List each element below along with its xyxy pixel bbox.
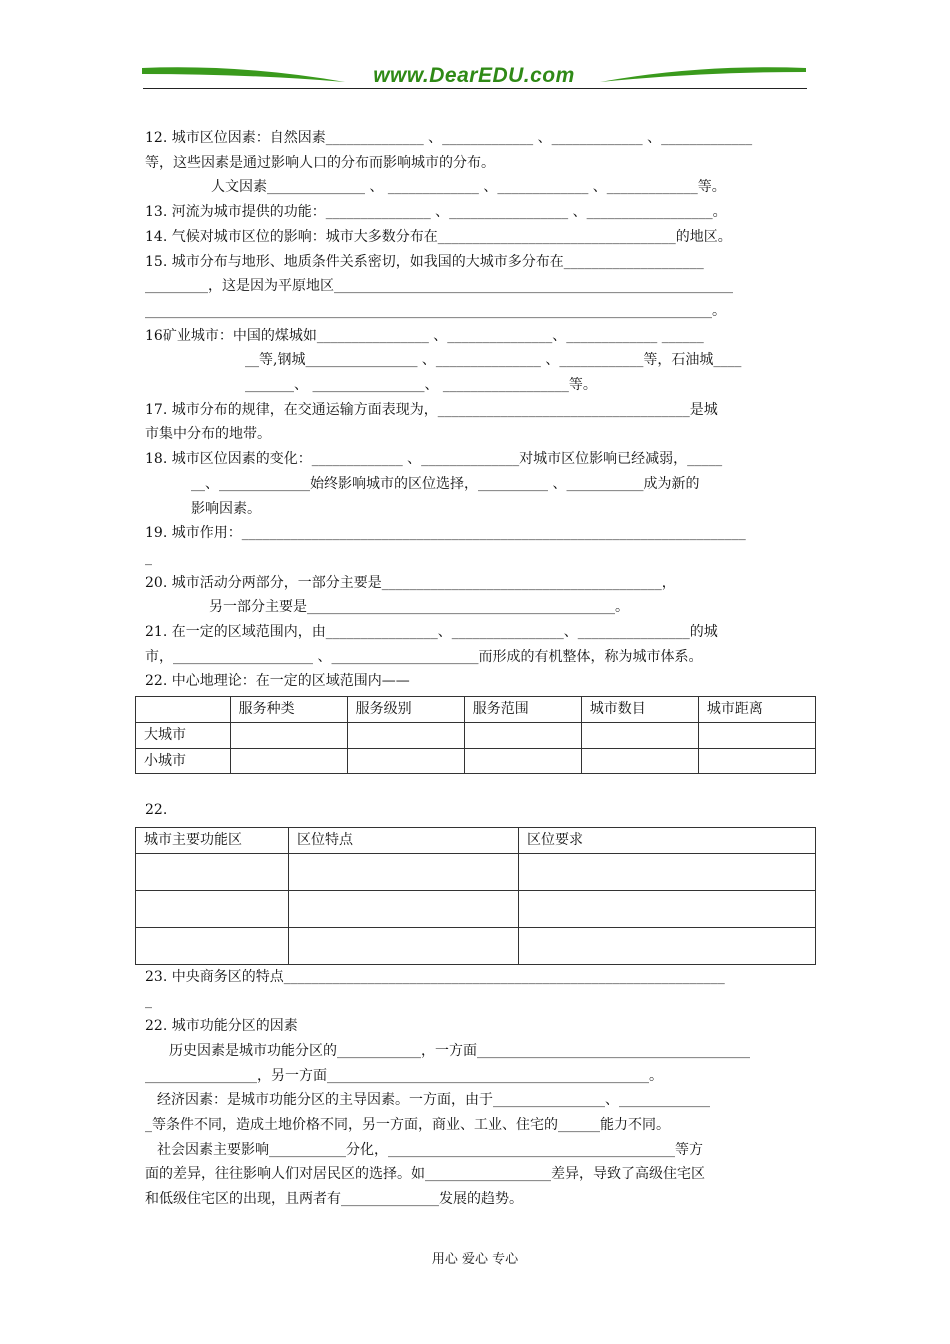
history-line-1: 历史因素是城市功能分区的____________，一方面_______________________________________ [169, 1042, 750, 1059]
table-cell[interactable] [347, 722, 464, 748]
table-cell[interactable] [230, 748, 347, 774]
table-cell[interactable] [136, 890, 289, 927]
central-place-table [135, 696, 816, 774]
table-cell[interactable] [136, 853, 289, 890]
table-row [136, 722, 816, 748]
economy-line-1: 经济因素：是城市功能分区的主导因素。一方面，由于________________、_____________ [157, 1092, 710, 1109]
table-cell[interactable] [519, 853, 816, 890]
q19-line-2: _ [145, 549, 152, 566]
table-row [136, 927, 816, 964]
q22-title: 22. 中心地理论：在一定的区域范围内—— [145, 673, 410, 690]
society-line-2: 面的差异，往往影响人们对居民区的选择。如__________________差异，导致了高级住宅区 [145, 1166, 705, 1183]
q18-line-3: 影响因素。 [191, 500, 261, 517]
table-cell[interactable] [519, 927, 816, 964]
q16-line-3: _______、 ________________、 __________________等。 [245, 377, 597, 394]
table-header-cell: 区位特点 [289, 827, 519, 853]
history-line-2: ________________，另一方面______________________________________________。 [145, 1067, 663, 1084]
table-cell[interactable] [289, 853, 519, 890]
society-line-1: 社会因素主要影响___________分化，_________________________________________等方 [157, 1141, 703, 1158]
q12-line-1: 12. 城市区位因素：自然因素______________ 、_____________ 、_____________ 、_____________ [145, 130, 753, 146]
table-header-cell: 服务级别 [347, 697, 464, 723]
table-header-cell: 服务种类 [230, 697, 347, 723]
worksheet-content [145, 126, 808, 1212]
table-header-cell: 区位要求 [519, 827, 816, 853]
q15-line-1: 15. 城市分布与地形、地质条件关系密切，如我国的大城市多分布在____________________ [145, 253, 704, 270]
society-line-3: 和低级住宅区的出现，且两者有______________发展的趋势。 [145, 1191, 523, 1208]
table-cell[interactable] [347, 748, 464, 774]
q16-line-2: __等,钢城________________ 、_______________ 、____________等，石油城____ [245, 352, 742, 369]
q21-line-1: 21. 在一定的区域范围内，由________________、________________、________________的城 [145, 624, 718, 641]
table-cell[interactable] [289, 890, 519, 927]
table-header-cell: 城市数目 [581, 697, 698, 723]
table-row [136, 890, 816, 927]
q20-line-1: 20. 城市活动分两部分，一部分主要是________________________________________， [145, 574, 676, 591]
q13-line: 13. 河流为城市提供的功能：_______________ 、_________________ 、__________________。 [145, 204, 727, 221]
q24-title: 22. 城市功能分区的因素 [145, 1018, 298, 1035]
economy-line-2: _等条件不同，造成土地价格不同，另一方面，商业、工业、住宅的______能力不同。 [145, 1116, 670, 1133]
table-cell[interactable] [698, 722, 815, 748]
site-logo[interactable]: www.DearEDU.com [373, 64, 575, 87]
table-row [136, 748, 816, 774]
table-header-cell: 服务范围 [464, 697, 581, 723]
q20-line-2: 另一部分主要是____________________________________________。 [209, 599, 629, 616]
row-label: 小城市 [136, 748, 231, 774]
q15-line-2: _________，这是因为平原地区_________________________________________________________ [145, 278, 733, 295]
q12-line-2: 等，这些因素是通过影响人口的分布而影响城市的分布。 [145, 154, 495, 171]
q18-line-2: __、_____________始终影响城市的区位选择，__________ 、___________成为新的 [191, 475, 700, 492]
table-row [136, 853, 816, 890]
table-cell[interactable] [230, 722, 347, 748]
q23-line-2: _ [145, 993, 152, 1010]
table-header-row [136, 827, 816, 853]
table-header-cell [136, 697, 231, 723]
page-footer: 用心 爱心 专心 [431, 1252, 519, 1267]
functional-zone-table [135, 827, 816, 965]
table-cell[interactable] [581, 722, 698, 748]
table-cell[interactable] [519, 890, 816, 927]
q14-line: 14. 气候对城市区位的影响：城市大多数分布在__________________________________的地区。 [145, 228, 732, 245]
q19-line-1: 19. 城市作用：________________________________________________________________________ [145, 525, 746, 542]
table-cell[interactable] [136, 927, 289, 964]
q16-line-1: 16矿业城市：中国的煤城如________________ 、_______________、_____________ ______ [145, 327, 704, 344]
q15-line-3: _________________________________________________________________________________。 [145, 302, 726, 319]
table-header-cell: 城市主要功能区 [136, 827, 289, 853]
header-rule [143, 88, 807, 89]
table-header-cell: 城市距离 [698, 697, 815, 723]
table-cell[interactable] [464, 722, 581, 748]
row-label: 大城市 [136, 722, 231, 748]
q12-line-3: 人文因素______________ 、 _____________ 、_____________ 、_____________等。 [211, 179, 726, 196]
q17-line-1: 17. 城市分布的规律，在交通运输方面表现为，____________________________________是城 [145, 401, 718, 418]
table-cell[interactable] [464, 748, 581, 774]
q22-second-title: 22. [145, 802, 168, 819]
q17-line-2: 市集中分布的地带。 [145, 426, 271, 443]
table-cell[interactable] [289, 927, 519, 964]
q21-line-2: 市，____________________ 、_____________________而形成的有机整体，称为城市体系。 [145, 648, 703, 665]
table-header-row [136, 697, 816, 723]
table-cell[interactable] [698, 748, 815, 774]
table-cell[interactable] [581, 748, 698, 774]
q18-line-1: 18. 城市区位因素的变化：_____________ 、______________对城市区位影响已经减弱，_____ [145, 451, 723, 468]
q23-line-1: 23. 中央商务区的特点_______________________________________________________________ [145, 968, 725, 985]
